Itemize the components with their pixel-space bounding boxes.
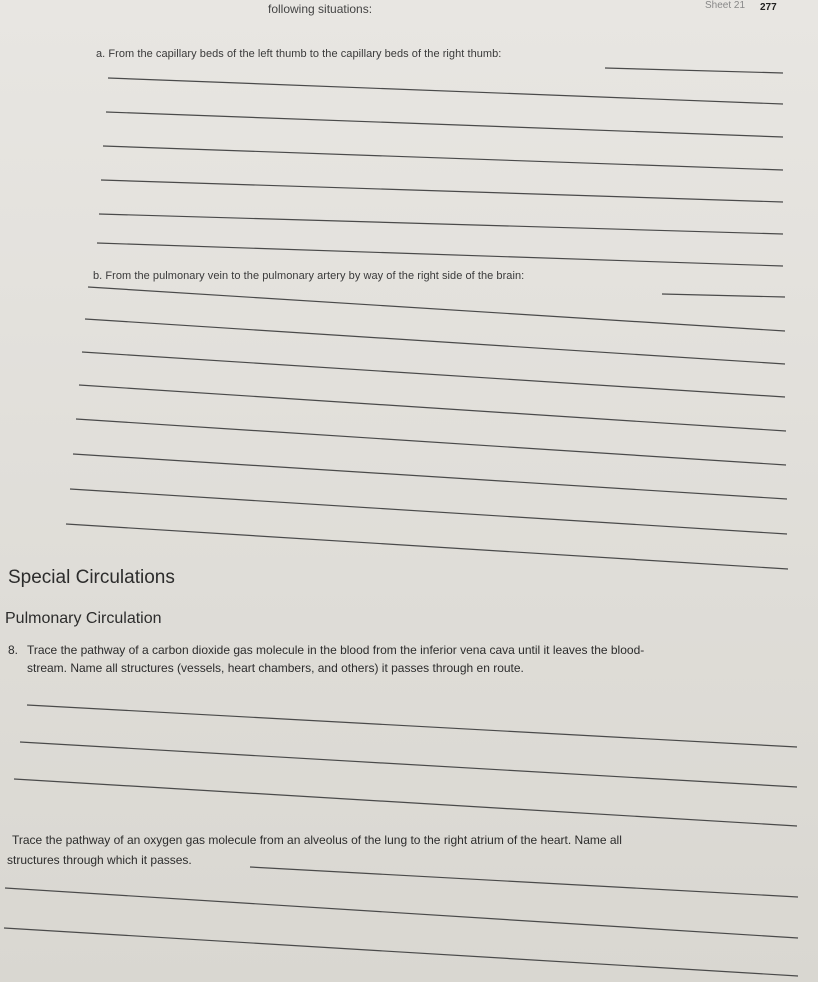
question-8-number: 8. (8, 643, 19, 657)
section-subtitle: Pulmonary Circulation (5, 610, 162, 627)
sheet-label: Sheet 21 (705, 0, 746, 11)
answer-line-b-1 (88, 287, 785, 331)
answer-line-b-8 (66, 524, 788, 569)
question-a: a. From the capillary beds of the left thumb to the capillary beds of the right thumb: (96, 48, 502, 60)
question-9-line-2: structures through which it passes. (7, 853, 192, 867)
answer-line-9-0 (250, 867, 798, 897)
answer-line-b-4 (79, 385, 786, 431)
question-b: b. From the pulmonary vein to the pulmonary artery by way of the right side of the brain: (93, 270, 525, 282)
answer-line-b-5 (76, 419, 786, 465)
answer-line-a-2 (106, 112, 783, 137)
answer-line-9-1 (5, 888, 798, 938)
answer-line-a-3 (103, 146, 783, 170)
answer-line-b-0 (662, 294, 785, 297)
answer-line-b-2 (85, 319, 785, 364)
answer-line-b-7 (70, 489, 787, 534)
answer-line-8-1 (20, 742, 797, 787)
answer-line-a-5 (99, 214, 783, 234)
answer-line-9-2 (4, 928, 798, 976)
answer-line-a-6 (97, 243, 783, 266)
question-9-line-1: Trace the pathway of an oxygen gas molecule from an alveolus of the lung to the right atrium of the heart. Name all (12, 833, 622, 847)
section-title: Special Circulations (8, 567, 175, 588)
answer-line-8-2 (14, 779, 797, 826)
question-8-line-1: Trace the pathway of a carbon dioxide gas molecule in the blood from the inferior vena cava until it leaves the blood- (27, 643, 645, 657)
page-number: 277 (760, 2, 777, 13)
header-intro: following situations: (268, 2, 373, 16)
question-8-line-2: stream. Name all structures (vessels, heart chambers, and others) it passes through en route. (27, 661, 524, 675)
answer-line-a-0 (605, 68, 783, 73)
answer-line-a-1 (108, 78, 783, 104)
answer-line-8-0 (27, 705, 797, 747)
answer-line-b-3 (82, 352, 785, 397)
answer-line-a-4 (101, 180, 783, 202)
answer-line-b-6 (73, 454, 787, 499)
